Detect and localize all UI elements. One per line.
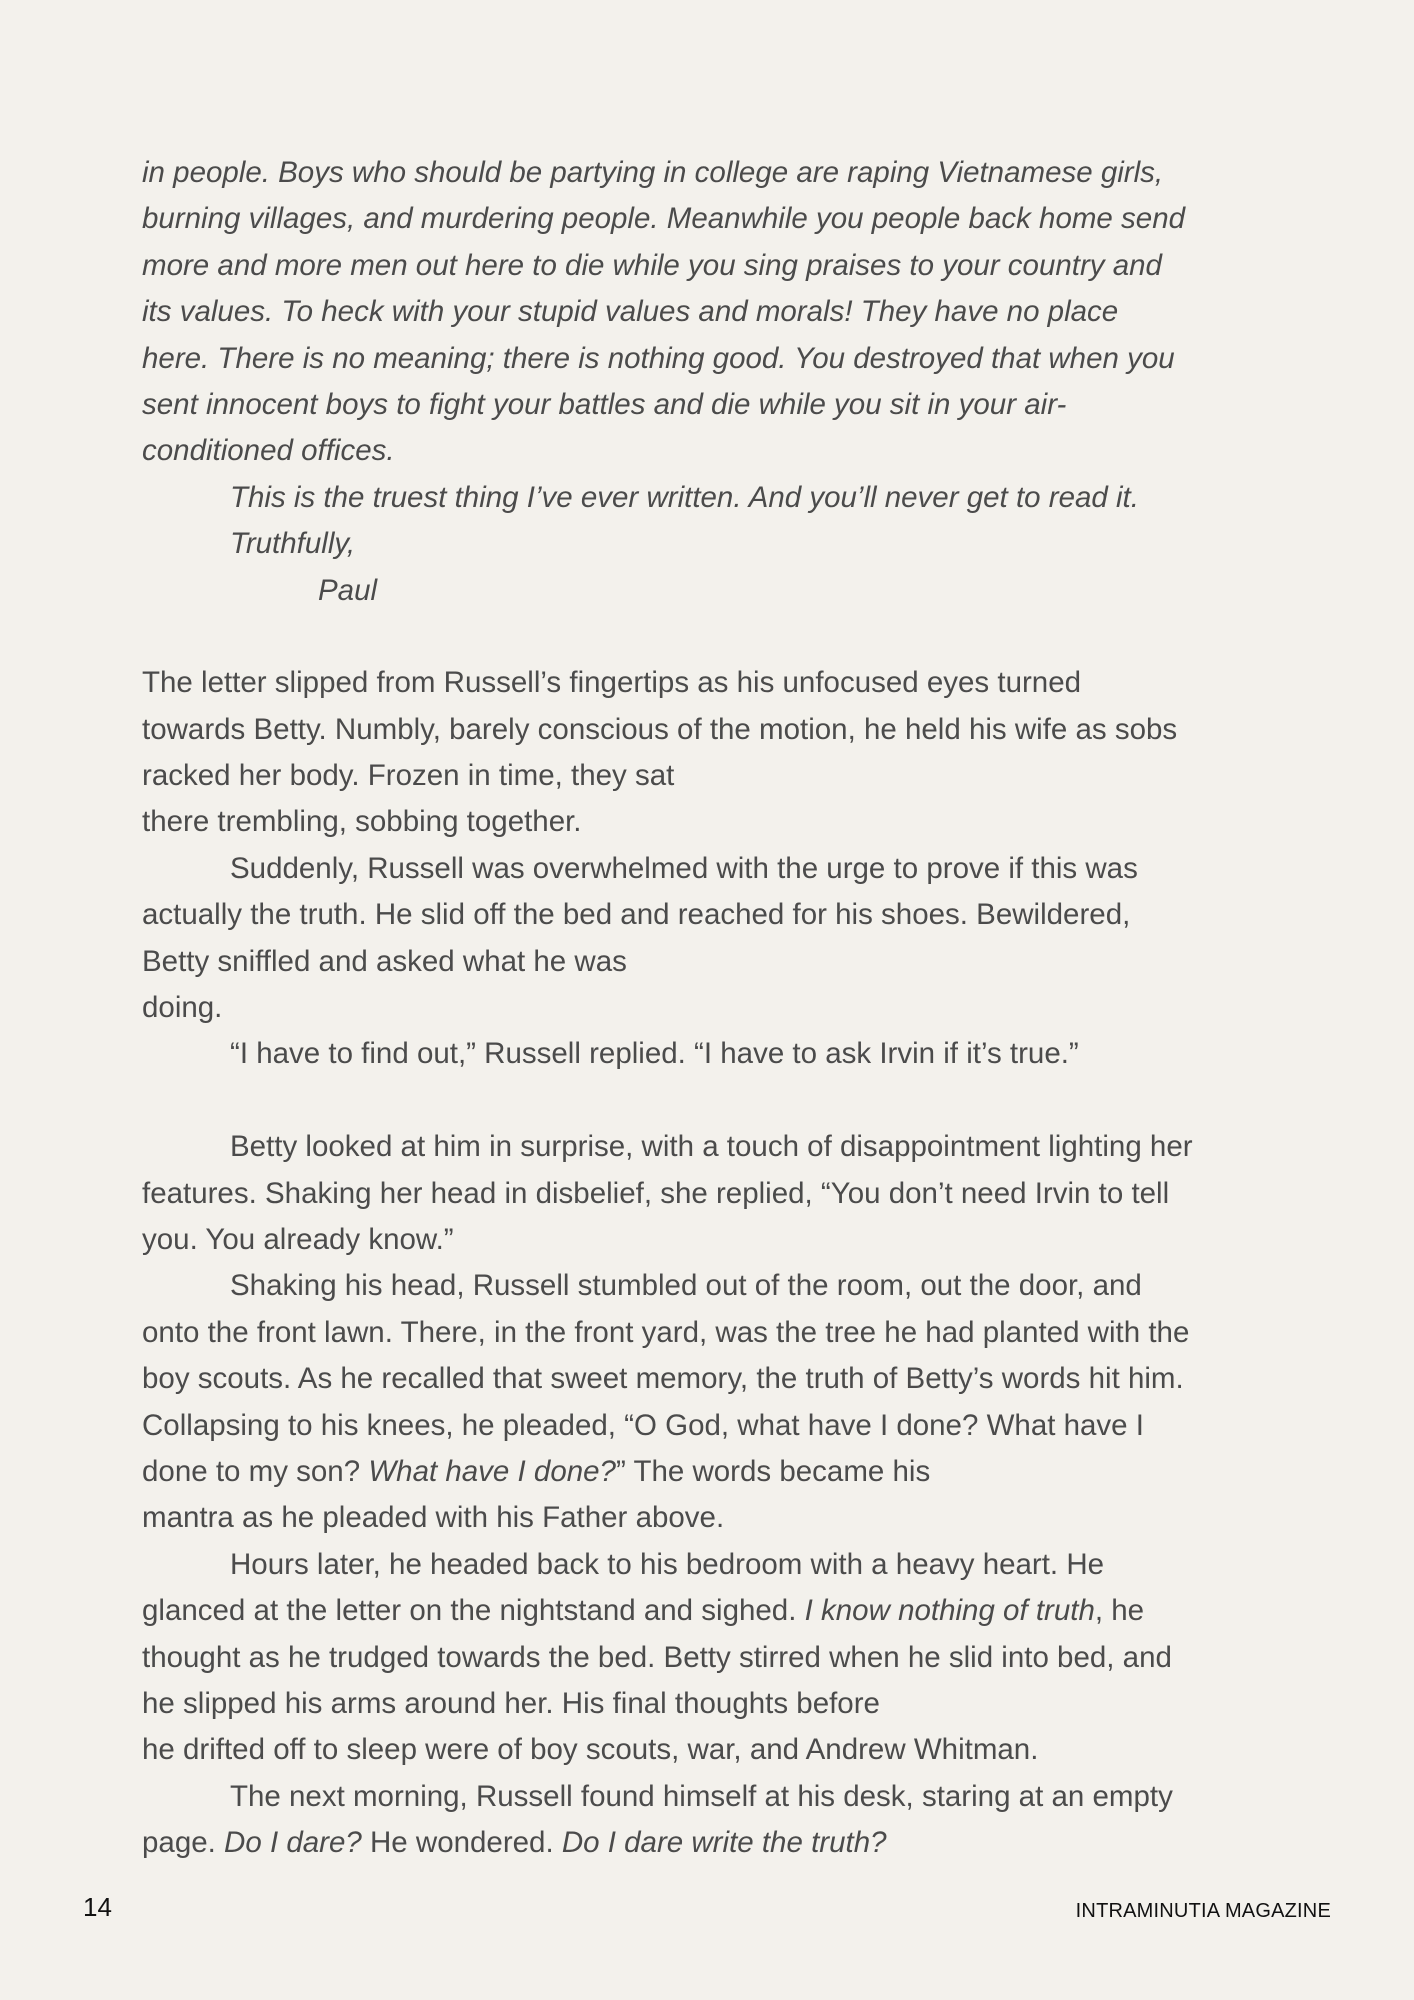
paragraph (142, 1542, 1282, 1774)
text-line: onto the front lawn. There, in the front yard, was the tree he had planted with the (142, 1315, 1190, 1349)
letter-truest-line: This is the truest thing I’ve ever written. And you’ll never get to read it. (230, 480, 1139, 514)
paragraph (142, 1263, 1282, 1541)
letter-line: burning villages, and murdering people. Meanwhile you people back home send (142, 202, 1186, 236)
text-line (142, 1820, 1282, 1866)
text-line: Betty looked at him in surprise, with a touch of disappointment lighting her (230, 1130, 1193, 1164)
magazine-name: INTRAMINUTIA MAGAZINE (1075, 1900, 1331, 1922)
text-line: there trembling, sobbing together. (142, 805, 582, 839)
text-line (142, 1449, 1282, 1495)
text-line: Betty sniffled and asked what he was (142, 944, 627, 978)
text-line: he slipped his arms around her. His final thoughts before (142, 1686, 880, 1720)
text-line: he drifted off to sleep were of boy scouts, war, and Andrew Whitman. (142, 1733, 1039, 1767)
paragraph (142, 846, 1282, 1032)
text-run: done to my son? (142, 1454, 369, 1488)
text-line: Suddenly, Russell was overwhelmed with the urge to prove if this was (230, 851, 1138, 885)
paragraph (142, 1124, 1282, 1263)
letter-line: more and more men out here to die while you sing praises to your country and (142, 248, 1162, 282)
italic-text-run: I know nothing of truth (804, 1594, 1095, 1628)
paragraph (142, 660, 1282, 846)
text-line: The next morning, Russell found himself at his desk, staring at an empty (230, 1779, 1173, 1813)
text-line: mantra as he pleaded with his Father above. (142, 1501, 725, 1535)
letter-line: conditioned offices. (142, 434, 395, 468)
text-line: features. Shaking her head in disbelief, she replied, “You don’t need Irvin to tell (142, 1176, 1170, 1210)
italic-text-run: Do I dare? (224, 1826, 362, 1860)
letter-line: here. There is no meaning; there is nothing good. You destroyed that when you (142, 341, 1175, 375)
text-run: page. (142, 1826, 225, 1860)
text-line: doing. (142, 991, 223, 1025)
dialogue-line: “I have to find out,” Russell replied. “I have to ask Irvin if it’s true.” (230, 1037, 1079, 1071)
text-line: Hours later, he headed back to his bedroom with a heavy heart. He (230, 1547, 1105, 1581)
paragraph (142, 1774, 1282, 1867)
letter-line: in people. Boys who should be partying in college are raping Vietnamese girls, (142, 156, 1164, 189)
text-line (142, 1588, 1282, 1634)
text-line: thought as he trudged towards the bed. Betty stirred when he slid into bed, and (142, 1640, 1172, 1674)
letter-excerpt (142, 150, 1282, 614)
text-line: you. You already know.” (142, 1222, 454, 1256)
letter-signature: Paul (318, 573, 378, 607)
text-line: towards Betty. Numbly, barely conscious of the motion, he held his wife as sobs (142, 712, 1178, 746)
italic-text-run: What have I done? (368, 1454, 616, 1488)
text-run: He wondered. (361, 1826, 562, 1860)
text-line: Collapsing to his knees, he pleaded, “O God, what have I done? What have I (142, 1408, 1144, 1442)
text-run: ” The words became his (615, 1454, 931, 1488)
page-number: 14 (83, 1892, 112, 1922)
letter-line: its values. To heck with your stupid values and morals! They have no place (142, 295, 1119, 329)
letter-line: sent innocent boys to fight your battles and die while you sit in your air- (142, 387, 1067, 421)
text-run: glanced at the letter on the nightstand and sighed. (142, 1594, 805, 1628)
text-line: boy scouts. As he recalled that sweet memory, the truth of Betty’s words hit him. (142, 1362, 1184, 1396)
italic-text-run: Do I dare write the truth? (561, 1826, 887, 1860)
text-line: The letter slipped from Russell’s fingertips as his unfocused eyes turned (142, 666, 1082, 700)
paragraph-gap (142, 614, 1282, 660)
text-line: actually the truth. He slid off the bed and reached for his shoes. Bewildered, (142, 898, 1131, 932)
text-line: racked her body. Frozen in time, they sat (142, 759, 675, 793)
paragraph-gap (142, 1078, 1282, 1124)
text-run: , he (1094, 1594, 1145, 1628)
text-line: Shaking his head, Russell stumbled out of the room, out the door, and (230, 1269, 1142, 1303)
letter-closing: Truthfully, (230, 527, 356, 561)
article-body (142, 150, 1282, 1866)
